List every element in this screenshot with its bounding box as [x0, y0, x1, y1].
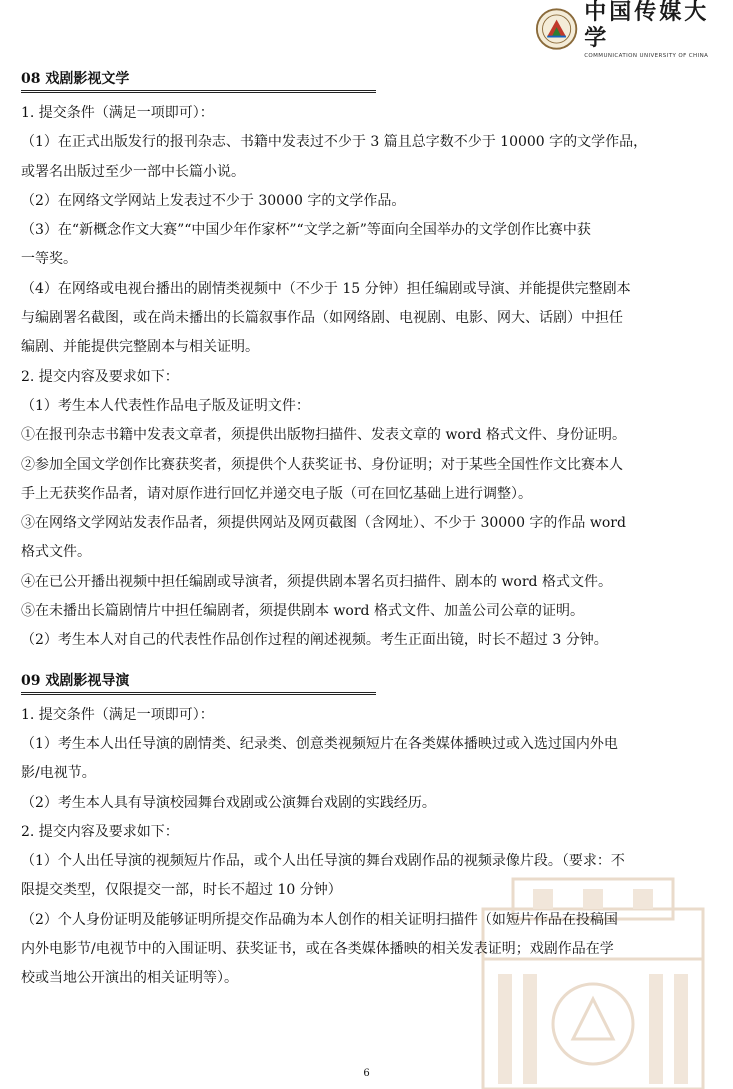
- section-title: 08 戏剧影视文学: [21, 70, 376, 93]
- text-line: 1. 提交条件（满足一项即可）：: [21, 105, 214, 121]
- text-line: 2. 提交内容及要求如下：: [21, 823, 179, 840]
- logo-english-name: COMMUNICATION UNIVERSITY OF CHINA: [584, 53, 709, 59]
- text-line: （1）考生本人出任导演的剧情类、纪录类、创意类视频短片在各类媒体播映过或入选过国内外电: [21, 735, 618, 752]
- text-line: （2）考生本人具有导演校园舞台戏剧或公演舞台戏剧的实践经历。: [21, 794, 436, 811]
- text-line: ⑤在未播出长篇剧情片中担任编剧者，须提供剧本 word 格式文件、加盖公司公章的证明。: [21, 603, 584, 620]
- page-number: 6: [363, 1068, 370, 1079]
- text-line: 影/电视节。: [21, 765, 96, 782]
- section-gap: [21, 656, 711, 672]
- text-line: （2）个人身份证明及能够证明所提交作品确为本人创作的相关证明扫描件（如短片作品在投稿国: [21, 911, 618, 928]
- text-line: 手上无获奖作品者，请对原作进行回忆并递交电子版（可在回忆基础上进行调整）。: [21, 485, 532, 502]
- text-line: ③在网络文学网站发表作品者，须提供网站及网页截图（含网址）、不少于 30000 字的作品 word: [21, 515, 626, 532]
- text-line: （1）考生本人代表性作品电子版及证明文件：: [21, 397, 310, 414]
- university-seal-icon: [535, 6, 578, 52]
- section-drama-film-directing: [21, 672, 711, 994]
- text-line: 格式文件。: [21, 544, 91, 561]
- section-drama-film-literature: [21, 70, 711, 656]
- text-line: 2. 提交内容及要求如下：: [21, 368, 179, 385]
- text-line: ①在报刊杂志书籍中发表文章者，须提供出版物扫描件、发表文章的 word 格式文件、身份证明。: [21, 427, 626, 444]
- text-line: 限提交类型，仅限提交一部，时长不超过 10 分钟）: [21, 882, 342, 899]
- text-line: （1）在正式出版发行的报刊杂志、书籍中发表过不少于 3 篇且总字数不少于 10000 字的文学作品，: [21, 134, 648, 151]
- section-title: 09 戏剧影视导演: [21, 672, 376, 695]
- text-line: 一等奖。: [21, 251, 77, 268]
- text-line: （2）在网络文学网站上发表过不少于 30000 字的文学作品。: [21, 192, 406, 209]
- text-line: 校或当地公开演出的相关证明等）。: [21, 970, 238, 987]
- text-line: 1. 提交条件（满足一项即可）：: [21, 706, 214, 723]
- document-body: [21, 70, 711, 994]
- text-line: 编剧、并能提供完整剧本与相关证明。: [21, 339, 259, 356]
- text-line: （3）在“新概念作文大赛”“中国少年作家杯”“文学之新”等面向全国举办的文学创作比赛中获: [21, 222, 591, 239]
- text-line: 或署名出版过至少一部中长篇小说。: [21, 163, 245, 180]
- text-line: ④在已公开播出视频中担任编剧或导演者，须提供剧本署名页扫描件、剧本的 word 格式文件。: [21, 573, 612, 590]
- text-line: 与编剧署名截图，或在尚未播出的长篇叙事作品（如网络剧、电视剧、电影、网大、话剧）中担任: [21, 310, 623, 327]
- logo-chinese-name: 中国传媒大学: [584, 0, 710, 51]
- text-line: ②参加全国文学创作比赛获奖者，须提供个人获奖证书、身份证明；对于某些全国性作文比赛本人: [21, 456, 623, 473]
- text-line: （4）在网络或电视台播出的剧情类视频中（不少于 15 分钟）担任编剧或导演、并能提供完整剧本: [21, 280, 631, 297]
- text-line: （1）个人出任导演的视频短片作品，或个人出任导演的舞台戏剧作品的视频录像片段。（要求：不: [21, 853, 625, 870]
- text-line: （2）考生本人对自己的代表性作品创作过程的阐述视频。考生正面出镜，时长不超过 3 分钟。: [21, 632, 608, 649]
- text-line: 内外电影节/电视节中的入围证明、获奖证书，或在各类媒体播映的相关发表证明；戏剧作品在学: [21, 941, 614, 958]
- university-logo: [535, 0, 725, 59]
